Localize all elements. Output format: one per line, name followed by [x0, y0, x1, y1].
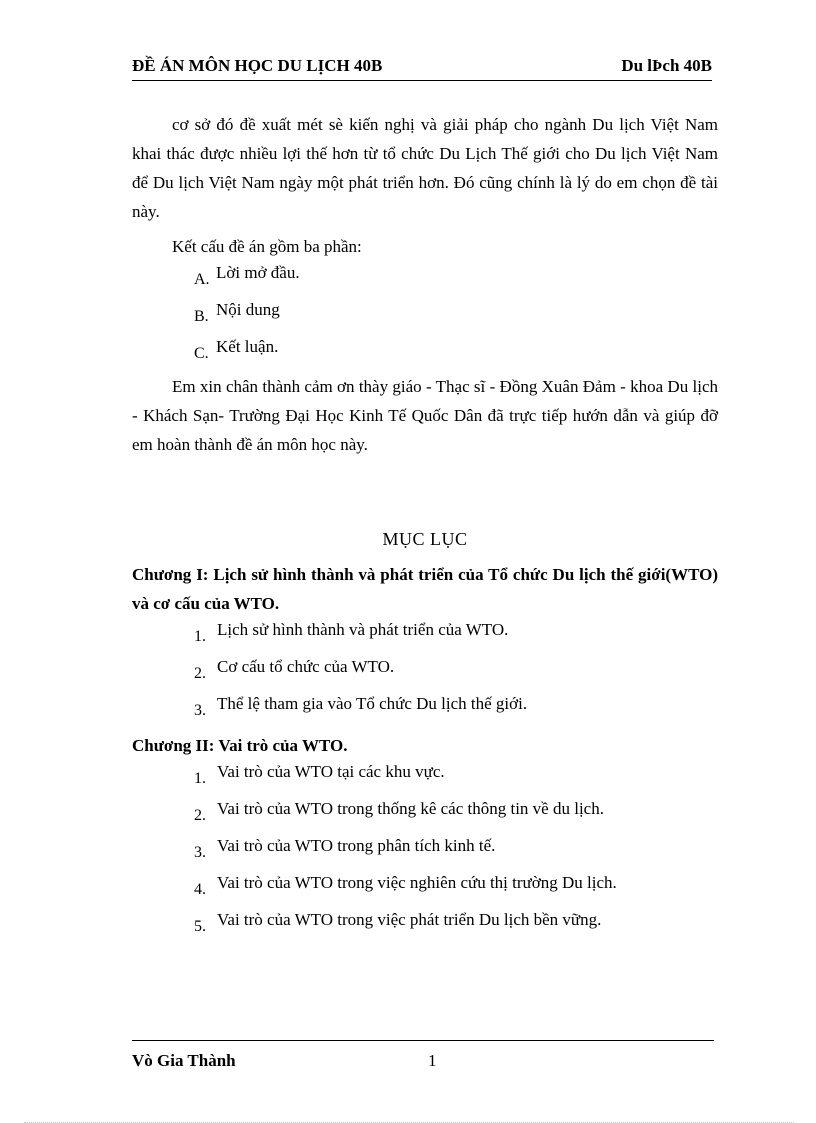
list-item — [132, 618, 718, 655]
list-item — [132, 760, 718, 797]
list-marker: 3. — [194, 844, 206, 861]
list-text: Vai trò của WTO trong việc phát triển Du lịch bền vững. — [217, 910, 602, 929]
list-text: Kết luận. — [216, 337, 279, 356]
list-item — [132, 797, 718, 834]
list-text: Cơ cấu tổ chức của WTO. — [217, 657, 395, 676]
list-marker: 5. — [194, 918, 206, 935]
list-marker: 2. — [194, 665, 206, 682]
list-item — [132, 834, 718, 871]
list-marker: 4. — [194, 881, 206, 898]
list-text: Vai trò của WTO trong phân tích kinh tế. — [217, 836, 496, 855]
list-marker: A. — [194, 271, 210, 288]
author-name: Vò Gia Thành — [132, 1051, 236, 1070]
list-marker: 1. — [194, 628, 206, 645]
list-text: Vai trò của WTO trong việc nghiên cứu thị trường Du lịch. — [217, 873, 617, 892]
header-title: ĐỀ ÁN MÔN HỌC DU LỊCH 40B — [132, 56, 383, 75]
list-marker: C. — [194, 345, 209, 362]
list-marker: 2. — [194, 807, 206, 824]
list-marker: 1. — [194, 770, 206, 787]
structure-intro: Kết cấu đề án gồm ba phần: — [172, 237, 362, 256]
list-item — [132, 261, 718, 298]
chapter-1-list — [132, 618, 718, 729]
list-text: Thể lệ tham gia vào Tổ chức Du lịch thế giới. — [217, 694, 528, 713]
page-header — [132, 52, 712, 81]
list-item — [132, 871, 718, 908]
page-footer — [132, 1040, 714, 1070]
list-item — [132, 908, 718, 945]
list-item — [132, 692, 718, 729]
intro-paragraph: cơ sở đó đề xuất mét sè kiến nghị và giải pháp cho ngành Du lịch Việt Nam khai thác được nhiều lợi thế hơn từ tổ chức Du Lịch Thế giới cho Du lịch Việt Nam để Du lịch Việt Nam ngày một phát triển hơn. Đó cũng chính là lý do em chọn đề tài này. — [132, 115, 718, 221]
list-text: Vai trò của WTO trong thống kê các thông tin về du lịch. — [217, 799, 604, 818]
parts-list — [132, 261, 718, 372]
list-item — [132, 335, 718, 372]
thanks-paragraph: Em xin chân thành cảm ơn thày giáo - Thạc sĩ - Đồng Xuân Đảm - khoa Du lịch - Khách Sạn- Trường Đại Học Kinh Tế Quốc Dân đã trực tiếp hướn dẫn và giúp đỡ em hoàn thành đề án môn học này. — [132, 377, 718, 454]
list-marker: 3. — [194, 702, 206, 719]
chapter-2-list — [132, 760, 718, 945]
list-text: Lịch sử hình thành và phát triển của WTO. — [217, 620, 509, 639]
document-body — [132, 110, 718, 945]
header-course: Du lÞch 40B — [621, 56, 712, 75]
toc-title: MỤC LỤC — [382, 529, 468, 549]
page-number: 1 — [428, 1051, 437, 1070]
list-item — [132, 655, 718, 692]
list-text: Lời mở đầu. — [216, 263, 300, 282]
chapter-1-title: Chương I: Lịch sử hình thành và phát triển của Tổ chức Du lịch thế giới(WTO) và cơ cấu của WTO. — [132, 565, 718, 613]
list-text: Nội dung — [216, 300, 280, 319]
list-marker: B. — [194, 308, 209, 325]
chapter-2-title: Chương II: Vai trò của WTO. — [132, 736, 348, 755]
list-item — [132, 298, 718, 335]
list-text: Vai trò của WTO tại các khu vực. — [217, 762, 445, 781]
